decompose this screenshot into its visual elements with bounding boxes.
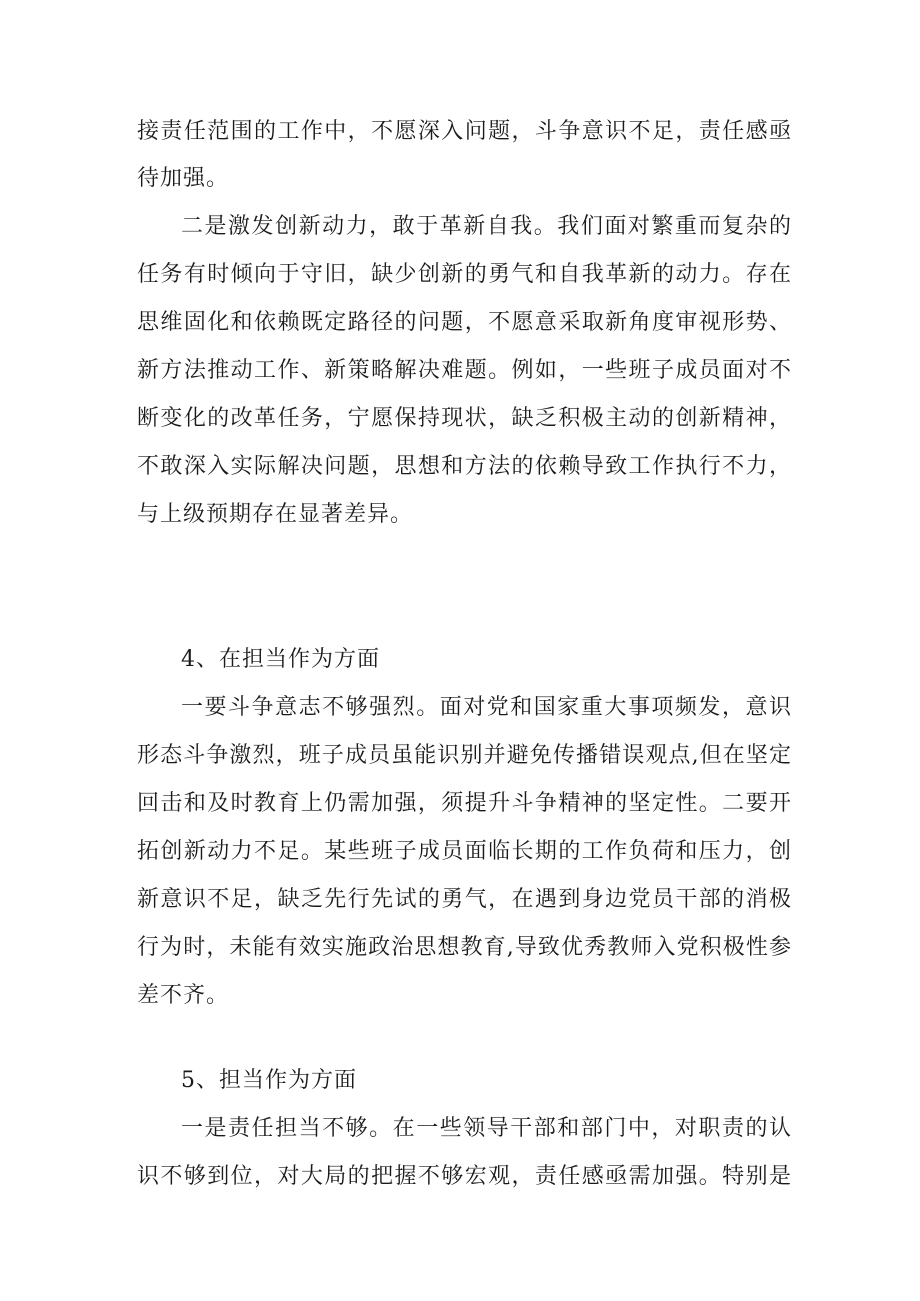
paragraph-start-line: 二是激发创新动力，敢于革新自我。我们面对繁重而复杂的 bbox=[181, 214, 792, 239]
text-line-5: 思维固化和依赖既定路径的问题，不愿意采取新角度审视形势、 bbox=[137, 310, 792, 335]
section-heading-5: 5、担当作为方面 bbox=[181, 1068, 357, 1093]
text-line-17: 差不齐。 bbox=[137, 983, 230, 1008]
text-line-16: 行为时，未能有效实施政治思想教育,导致优秀教师入党积极性参 bbox=[137, 935, 792, 960]
text-line-14: 拓创新动力不足。某些班子成员面临长期的工作负荷和压力，创 bbox=[137, 839, 792, 864]
paragraph-start-line: 一要斗争意志不够强烈。面对党和国家重大事项频发，意识 bbox=[181, 695, 792, 720]
text-line-8: 不敢深入实际解决问题，思想和方法的依赖导致工作执行不力， bbox=[137, 454, 792, 479]
text-line-9: 与上级预期存在显著差异。 bbox=[137, 502, 414, 527]
text-line-4: 任务有时倾向于守旧，缺少创新的勇气和自我革新的动力。存在 bbox=[137, 262, 792, 287]
section-heading-4: 4、在担当作为方面 bbox=[181, 647, 380, 672]
text-line-1: 接责任范围的工作中，不愿深入问题，斗争意识不足，责任感亟 bbox=[137, 119, 792, 144]
text-line-2: 待加强。 bbox=[137, 166, 230, 191]
text-line-7: 断变化的改革任务，宁愿保持现状，缺乏积极主动的创新精神， bbox=[137, 406, 792, 431]
text-line-6: 新方法推动工作、新策略解决难题。例如，一些班子成员面对不 bbox=[137, 358, 792, 383]
text-line-20: 识不够到位，对大局的把握不够宏观，责任感亟需加强。特别是 bbox=[137, 1164, 792, 1189]
text-line-15: 新意识不足，缺乏先行先试的勇气，在遇到身边党员干部的消极 bbox=[137, 887, 792, 912]
paragraph-start-line: 一是责任担当不够。在一些领导干部和部门中，对职责的认 bbox=[181, 1116, 792, 1141]
text-line-13: 回击和及时教育上仍需加强，须提升斗争精神的坚定性。二要开 bbox=[137, 791, 792, 816]
text-line-12: 形态斗争激烈，班子成员虽能识别并避免传播错误观点,但在坚定 bbox=[137, 743, 792, 768]
